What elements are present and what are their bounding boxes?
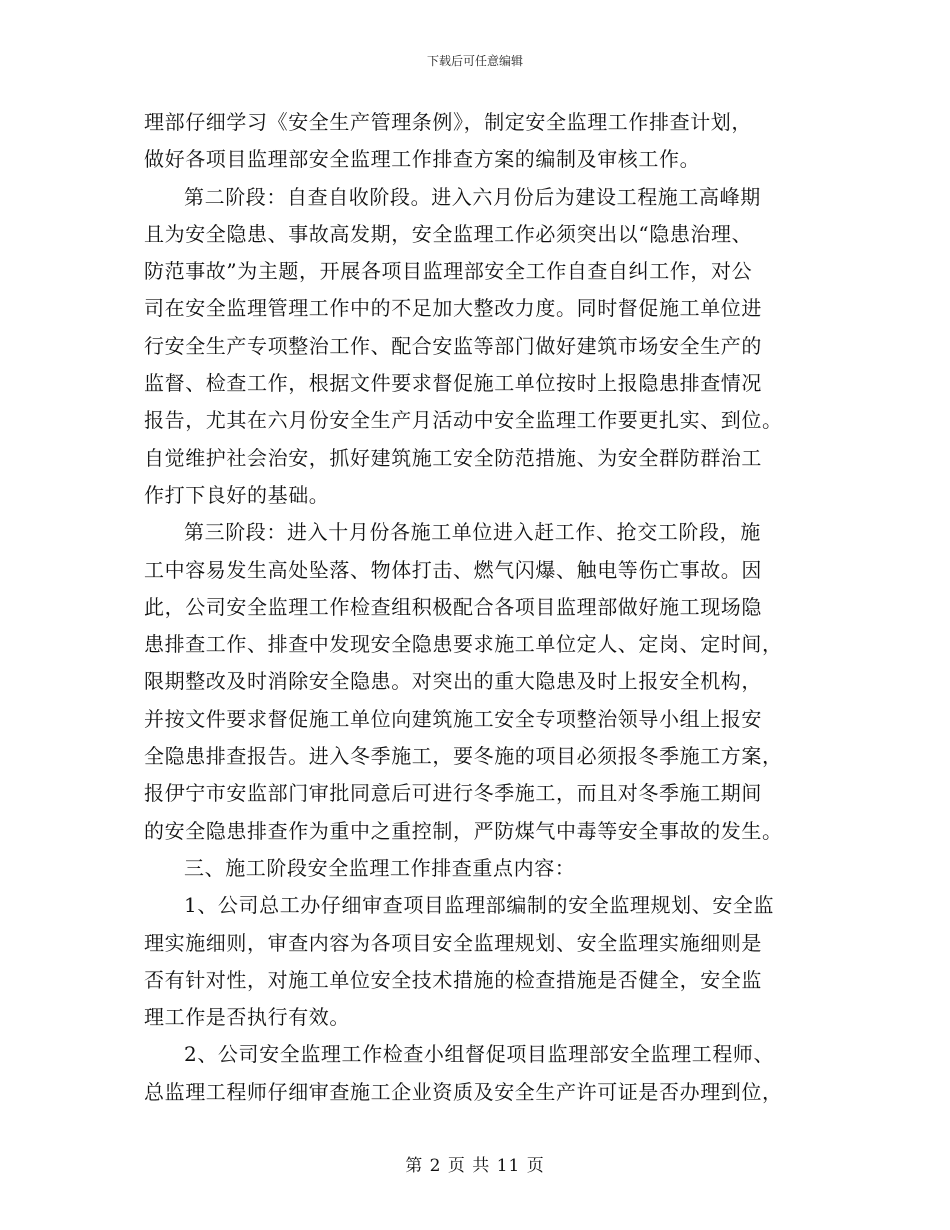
text-line: 工中容易发生高处坠落、物体打击、燃气闪爆、触电等伤亡事故。因 <box>144 557 762 582</box>
text-line: 全隐患排查报告。进入冬季施工，要冬施的项目必须报冬季施工方案， <box>144 744 783 769</box>
text-line: 并按文件要求督促施工单位向建筑施工安全专项整治领导小组上报安 <box>144 706 762 731</box>
text-line: 自觉维护社会治安，抓好建筑施工安全防范措施、为安全群防群治工 <box>144 445 762 470</box>
text-line: 1、公司总工办仔细审查项目监理部编制的安全监理规划、安全监 <box>184 893 775 918</box>
document-body <box>144 104 820 1111</box>
text-line: 理工作是否执行有效。 <box>144 1005 350 1030</box>
text-line: 此，公司安全监理工作检查组积极配合各项目监理部做好施工现场隐 <box>144 594 762 619</box>
text-line: 第二阶段：自查自收阶段。进入六月份后为建设工程施工高峰期 <box>184 184 761 209</box>
page-footer: 第 2 页 共 11 页 <box>405 1156 545 1176</box>
text-line: 2、公司安全监理工作检查小组督促项目监理部安全监理工程师、 <box>184 1042 775 1067</box>
text-line: 防范事故”为主题，开展各项目监理部安全工作自查自纠工作，对公 <box>144 259 753 284</box>
text-line: 限期整改及时消除安全隐患。对突出的重大隐患及时上报安全机构， <box>144 669 762 694</box>
text-line: 患排查工作、排查中发现安全隐患要求施工单位定人、定岗、定时间， <box>144 632 783 657</box>
page-header: 下载后可任意编辑 <box>426 54 523 68</box>
text-line: 理部仔细学习《安全生产管理条例》，制定安全监理工作排查计划， <box>144 110 752 134</box>
text-line: 总监理工程师仔细审查施工企业资质及安全生产许可证是否办理到位， <box>144 1079 783 1104</box>
text-line: 行安全生产专项整治工作、配合安监等部门做好建筑市场安全生产的 <box>144 333 762 358</box>
text-line: 且为安全隐患、事故高发期，安全监理工作必须突出以“隐患治理、 <box>144 221 753 246</box>
text-line: 报告，尤其在六月份安全生产月活动中安全监理工作要更扎实、到位。 <box>144 408 783 433</box>
text-line: 监督、检查工作，根据文件要求督促施工单位按时上报隐患排查情况 <box>144 371 762 396</box>
text-line: 理实施细则，审查内容为各项目安全监理规划、安全监理实施细则是 <box>144 930 762 955</box>
text-line: 司在安全监理管理工作中的不足加大整改力度。同时督促施工单位进 <box>144 296 762 321</box>
text-line: 三、施工阶段安全监理工作排查重点内容： <box>184 855 576 880</box>
text-line: 否有针对性，对施工单位安全技术措施的检查措施是否健全，安全监 <box>144 967 762 992</box>
text-line: 报伊宁市安监部门审批同意后可进行冬季施工，而且对冬季施工期间 <box>144 781 762 806</box>
text-line: 作打下良好的基础。 <box>144 482 330 507</box>
text-line: 做好各项目监理部安全监理工作排查方案的编制及审核工作。 <box>144 147 701 172</box>
text-line: 的安全隐患排查作为重中之重控制，严防煤气中毒等安全事故的发生。 <box>144 818 783 843</box>
text-line: 第三阶段：进入十月份各施工单位进入赶工作、抢交工阶段，施 <box>184 520 761 545</box>
